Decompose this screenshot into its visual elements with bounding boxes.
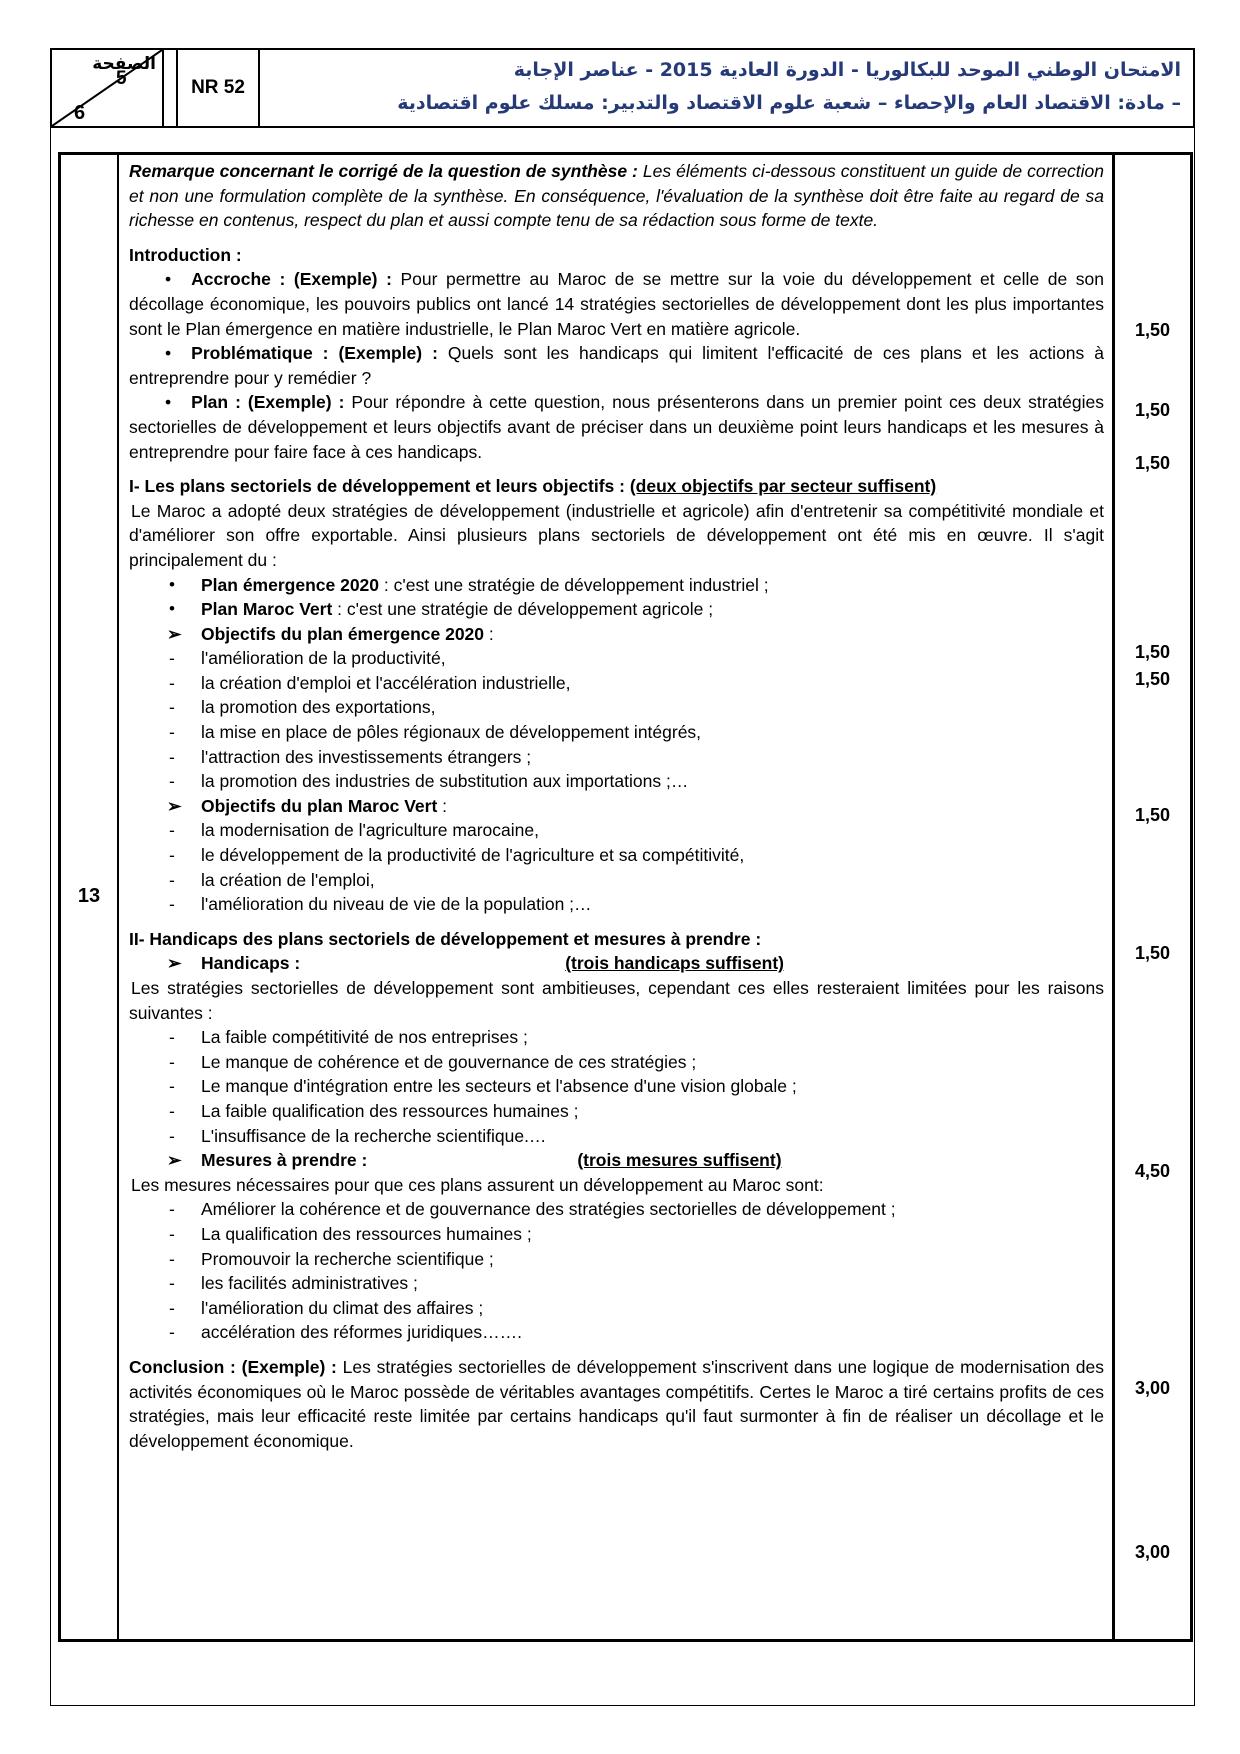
dash-icon: - (169, 1273, 175, 1294)
list-item-text: la création de l'emploi, (201, 869, 375, 890)
list-item (129, 1050, 1104, 1075)
intro-title: Introduction : (129, 244, 242, 265)
handicaps-heading (129, 951, 1104, 976)
accroche-paragraph: • Accroche : (Exemple) : Pour permettre au Maroc de se mettre sur la voie du développement et celle de son décollage économique, les pouvoirs publics ont lancé 14 stratégies sectorielles de développement dont les plus importantes sont le Plan émergence en matière industrielle, le Plan Maroc Vert en matière agricole. (129, 269, 1104, 339)
list-item (129, 745, 1104, 770)
dash-icon: - (169, 1125, 175, 1146)
list-item (129, 1099, 1104, 1124)
remark-paragraph (129, 159, 1104, 233)
list-item-text: Promouvoir la recherche scientifique ; (201, 1248, 494, 1269)
list-item (129, 1197, 1104, 1222)
mesures-heading (129, 1148, 1104, 1173)
plan-text: Pour répondre à cette question, nous présenterons dans un premier point ces deux stratégies sectorielles de développement et leurs objectifs avant de préciser dans un deuxième point leurs handicaps et les mesures à entreprendre pour faire face à ces handicaps. (129, 392, 1104, 462)
list-item-text: la mise en place de pôles régionaux de développement intégrés, (201, 722, 702, 743)
dash-icon: - (169, 1248, 175, 1269)
plan-paragraph: • Plan : (Exemple) : Pour répondre à cette question, nous présenterons dans un premier point ces deux stratégies sectorielles de développement et leurs objectifs avant de préciser dans un deuxième point leurs handicaps et les mesures à entreprendre pour faire face à ces handicaps. (129, 392, 1104, 462)
list-item-text: la modernisation de l'agriculture marocaine, (201, 820, 539, 841)
list-item-text: le développement de la productivité de l'agriculture et sa compétitivité, (201, 845, 745, 866)
obj2-list (129, 818, 1104, 916)
obj2-colon: : (437, 795, 448, 816)
list-item-text: la promotion des exportations, (201, 697, 436, 718)
dash-icon: - (169, 1223, 175, 1244)
list-item-text: Améliorer la cohérence et de gouvernance des stratégies sectorielles de développement ; (201, 1199, 896, 1220)
score-mesures: 3,00 (1134, 1378, 1171, 1398)
plan2-item (129, 597, 1104, 622)
list-item (129, 868, 1104, 893)
problematique-label: Problématique : (Exemple) : (191, 343, 438, 364)
list-item (129, 695, 1104, 720)
dash-icon: - (169, 1027, 175, 1048)
score-plan: 1,50 (1134, 453, 1171, 473)
score-plan-maroc-vert: 1,50 (1134, 669, 1171, 689)
title-line-1: الامتحان الوطني الموحد للبكالوريا - الدورة العادية 2015 - عناصر الإجابة (513, 59, 1181, 81)
dash-icon: - (169, 894, 175, 915)
answer-table (58, 152, 1193, 1642)
list-item (129, 1222, 1104, 1247)
list-item-text: les facilités administratives ; (201, 1273, 418, 1294)
answer-body-column (119, 155, 1115, 1639)
list-item (129, 671, 1104, 696)
plan1-item (129, 573, 1104, 598)
dash-icon: - (169, 771, 175, 792)
list-item (129, 1320, 1104, 1345)
plan1-text: : c'est une stratégie de développement industriel ; (379, 574, 769, 595)
conclusion-paragraph (129, 1355, 1104, 1453)
list-item (129, 1124, 1104, 1149)
conclusion-label: Conclusion : (Exemple) : (129, 1356, 337, 1377)
score-obj-maroc-vert: 1,50 (1134, 943, 1171, 963)
header-gap (164, 50, 178, 126)
plan2-label: Plan Maroc Vert (201, 599, 333, 620)
dash-icon: - (169, 1076, 175, 1097)
list-item (129, 818, 1104, 843)
list-item-text: La faible compétitivité de nos entreprises ; (201, 1027, 528, 1048)
list-item (129, 769, 1104, 794)
accroche-text: Pour permettre au Maroc de se mettre sur la voie du développement et celle de son décollage économique, les pouvoirs publics ont lancé 14 stratégies sectorielles de développement dont les plus importantes sont le Plan émergence en matière industrielle, le Plan Maroc Vert en matière agricole. (129, 269, 1104, 339)
exam-code: NR 52 (178, 50, 260, 126)
question-number-column (61, 155, 119, 1639)
list-item-text: Le manque de cohérence et de gouvernance de ces stratégies ; (201, 1051, 697, 1072)
score-conclusion: 3,00 (1134, 1542, 1171, 1562)
list-item (129, 1074, 1104, 1099)
list-item (129, 1296, 1104, 1321)
page-current: 5 (116, 68, 127, 89)
list-item-text: la promotion des industries de substitution aux importations ;… (201, 771, 689, 792)
plan-label: Plan : (Exemple) : (191, 392, 345, 413)
score-obj-emergence: 1,50 (1134, 805, 1171, 825)
list-item-text: la création d'emploi et l'accélération industrielle, (201, 672, 571, 693)
arrow-icon: ➢ (167, 795, 182, 816)
remark-text: Les éléments ci-dessous constituent un guide de correction et non une formulation complète de la synthèse. En conséquence, l'évaluation de la synthèse doit être faite au regard de sa richesse en contenus, respect du plan et aussi compte tenu de sa rédaction sous forme de texte. (129, 161, 1104, 231)
score-handicaps: 4,50 (1134, 1161, 1171, 1181)
dash-icon: - (169, 672, 175, 693)
handicaps-note: (trois handicaps suffisent) (565, 953, 784, 974)
mesures-label: Mesures à prendre : (201, 1150, 368, 1171)
dash-icon: - (169, 697, 175, 718)
page-label: الصفحة (92, 54, 156, 74)
part1-intro: Le Maroc a adopté deux stratégies de développement (industrielle et agricole) afin d'entretenir sa compétitivité mondiale et d'améliorer son offre exportable. Ainsi plusieurs plans sectoriels de développement ont été mis en œuvre. Il s'agit principalement du : (129, 500, 1104, 570)
list-item-text: La faible qualification des ressources humaines ; (201, 1100, 579, 1121)
part1-title: I- Les plans sectoriels de développement et leurs objectifs : (129, 476, 625, 497)
plan2-text: : c'est une stratégie de développement agricole ; (332, 599, 714, 620)
plan1-label: Plan émergence 2020 (201, 574, 380, 595)
handicaps-intro: Les stratégies sectorielles de développement sont ambitieuses, cependant ces elles resteraient limitées pour les raisons suivantes : (129, 978, 1104, 1023)
page-total: 6 (74, 102, 86, 124)
obj1-heading (129, 622, 1104, 647)
arrow-icon: ➢ (167, 953, 182, 974)
list-item (129, 646, 1104, 671)
page-number-box (52, 50, 164, 126)
dash-icon: - (169, 869, 175, 890)
list-item-text: L'insuffisance de la recherche scientifique.… (201, 1125, 547, 1146)
part1-note: (deux objectifs par secteur suffisent) (629, 476, 937, 497)
obj1-colon: : (484, 623, 494, 644)
list-item (129, 892, 1104, 917)
dash-icon: - (169, 1051, 175, 1072)
score-accroche: 1,50 (1134, 320, 1171, 340)
arrow-icon: ➢ (167, 623, 182, 644)
dash-icon: - (169, 1322, 175, 1343)
list-item (129, 1247, 1104, 1272)
list-item (129, 1025, 1104, 1050)
part2-title: II- Handicaps des plans sectoriels de développement et mesures à prendre : (129, 928, 762, 949)
remark-label: Remarque concernant le corrigé de la question de synthèse : (129, 161, 638, 181)
exam-header (50, 48, 1195, 128)
question-number: 13 (77, 885, 101, 907)
obj2-heading (129, 794, 1104, 819)
arrow-icon: ➢ (167, 1150, 182, 1171)
dash-icon: - (169, 820, 175, 841)
dash-icon: - (169, 845, 175, 866)
mesures-note: (trois mesures suffisent) (577, 1150, 782, 1171)
handicaps-list (129, 1025, 1104, 1148)
score-plan-emergence: 1,50 (1134, 642, 1171, 662)
problematique-paragraph: • Problématique : (Exemple) : Quels sont les handicaps qui limitent l'efficacité de ces plans et les actions à entreprendre pour y remédier ? (129, 343, 1104, 388)
dash-icon: - (169, 1297, 175, 1318)
problematique-text: Quels sont les handicaps qui limitent l'efficacité de ces plans et les actions à entreprendre pour y remédier ? (129, 343, 1104, 388)
list-item-text: Le manque d'intégration entre les secteurs et l'absence d'une vision globale ; (201, 1076, 797, 1097)
dash-icon: - (169, 1199, 175, 1220)
obj2-label: Objectifs du plan Maroc Vert (201, 795, 438, 816)
dash-icon: - (169, 1100, 175, 1121)
list-item (129, 843, 1104, 868)
handicaps-label: Handicaps : (201, 953, 301, 974)
conclusion-text: Les stratégies sectorielles de développement s'inscrivent dans une logique de modernisation des activités économiques où le Maroc possède de véritables avantages compétitifs. Certes le Maroc a tiré certains profits de ces stratégies, mais leur efficacité reste limitée par certains handicaps qu'il faut surmonter à fin de réaliser un décollage et le développement économique. (129, 1356, 1104, 1451)
exam-title (260, 50, 1193, 126)
title-line-2: – مادة: الاقتصاد العام والإحصاء – شعبة علوم الاقتصاد والتدبير: مسلك علوم اقتصادية (397, 92, 1181, 114)
dash-icon: - (169, 722, 175, 743)
accroche-label: Accroche : (Exemple) : (191, 269, 392, 290)
answer-body (129, 159, 1104, 1453)
mesures-list (129, 1197, 1104, 1345)
mesures-intro: Les mesures nécessaires pour que ces plans assurent un développement au Maroc sont: (131, 1174, 824, 1195)
obj1-label: Objectifs du plan émergence 2020 (201, 623, 485, 644)
dash-icon: - (169, 648, 175, 669)
score-column (1115, 155, 1190, 1639)
list-item-text: l'amélioration de la productivité, (201, 648, 446, 669)
list-item-text: l'amélioration du climat des affaires ; (201, 1297, 484, 1318)
list-item-text: l'attraction des investissements étrangers ; (201, 746, 532, 767)
list-item-text: La qualification des ressources humaines ; (201, 1223, 532, 1244)
obj1-list (129, 646, 1104, 794)
list-item-text: l'amélioration du niveau de vie de la population ;… (201, 894, 592, 915)
list-item (129, 1271, 1104, 1296)
dash-icon: - (169, 746, 175, 767)
list-item-text: accélération des réformes juridiques……. (201, 1322, 522, 1343)
list-item (129, 720, 1104, 745)
score-problematique: 1,50 (1134, 400, 1171, 420)
part1-heading (129, 474, 1104, 499)
